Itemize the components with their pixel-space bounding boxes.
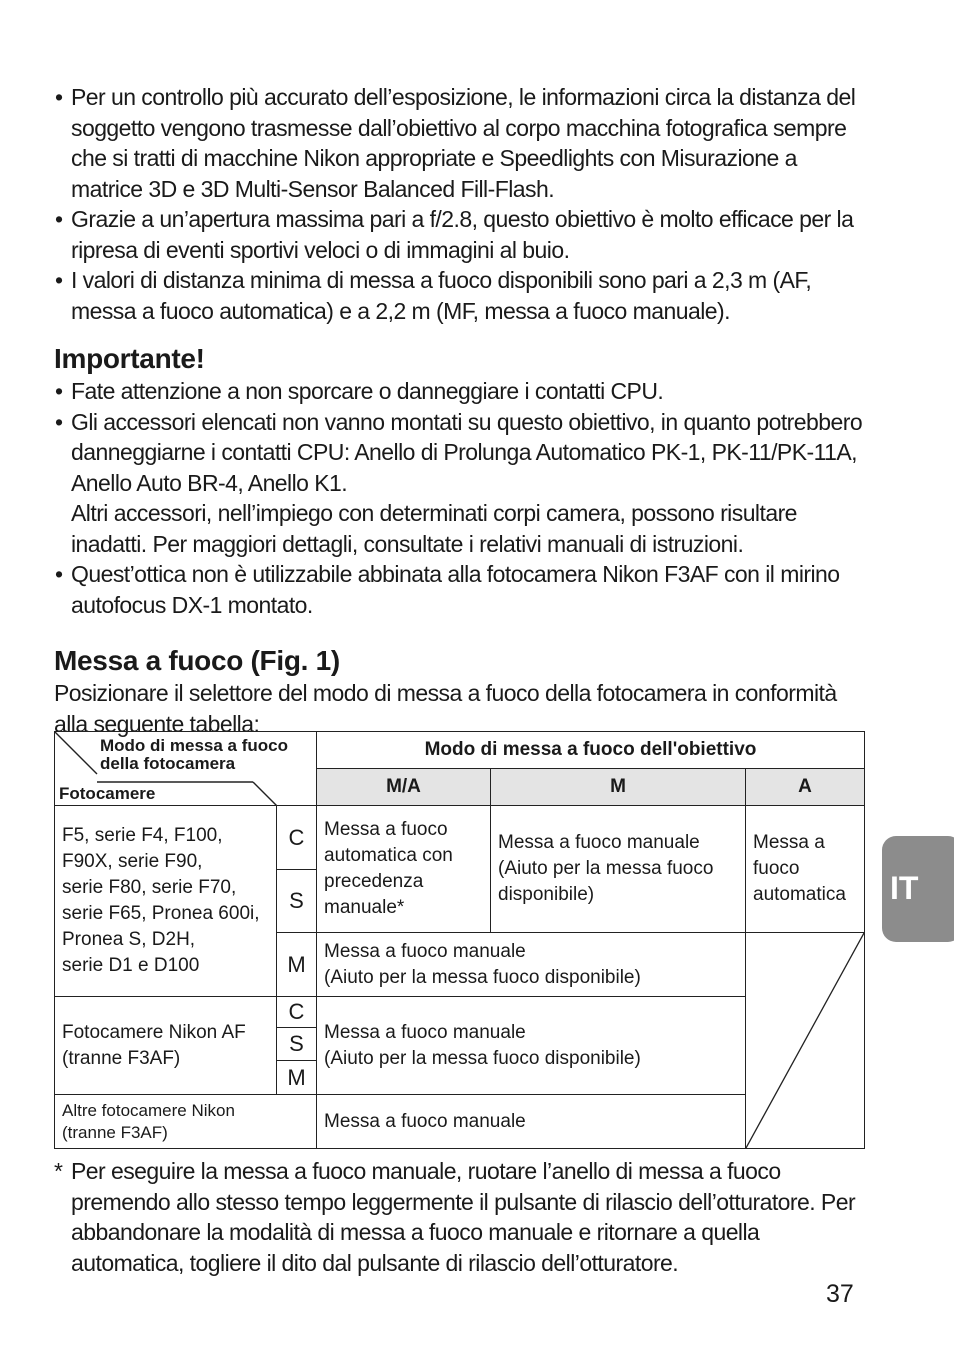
cell-line: (Aiuto per la messa fuoco <box>498 858 714 879</box>
not-applicable-cell <box>746 933 865 1149</box>
cell-line: disponibile) <box>498 884 595 905</box>
camera-mode-label <box>100 737 288 773</box>
cell-line: fuoco <box>753 858 800 879</box>
page-number: 37 <box>826 1280 854 1308</box>
footnote-text: Per eseguire la messa a fuoco manuale, ruotare l’anello di messa a fuoco premendo allo stesso tempo leggermente il pulsante di rilascio dell’otturatore. Per abbandonare la modalità di messa a fuoco manuale e ritornare a quella automatica, togliere il dito dal pulsante di rilascio dell’otturatore. <box>71 1158 856 1276</box>
camera-line: F5, serie F4, F100, <box>62 825 223 846</box>
important-bullet-list <box>54 376 866 620</box>
language-tab-label: IT <box>890 870 919 906</box>
m-cs-cell <box>491 806 746 933</box>
bullet-item: • Grazie a un’apertura massima pari a f/2.8, questo obiettivo è molto efficace per la ripresa di eventi sportivi veloci o di immagini al buio. <box>54 204 866 265</box>
camera-mode-label-line1: Modo di messa a fuoco <box>100 736 288 755</box>
footnote-marker: * <box>54 1158 63 1184</box>
group3-cameras <box>55 1095 317 1149</box>
lens-mode-header: Modo di messa a fuoco dell'obiettivo <box>317 732 865 769</box>
camera-line: serie D1 e D100 <box>62 955 200 976</box>
ma-cs-cell <box>317 806 491 933</box>
mode-m-cell: M <box>277 933 317 997</box>
important-heading: Importante! <box>54 343 205 374</box>
mode-s-cell: S <box>277 870 317 933</box>
mode-c-cell: C <box>277 806 317 870</box>
cell-line: Messa a <box>753 832 825 853</box>
camera-line: F90X, serie F90, <box>62 851 203 872</box>
group2-cameras <box>55 997 277 1095</box>
bullet-item: • Fate attenzione a non sporcare o danneggiare i contatti CPU. <box>54 376 866 407</box>
manual-aid-cell <box>317 933 746 997</box>
a-cs-cell <box>746 806 865 933</box>
focus-intro: Posizionare il selettore del modo di messa a fuoco della fotocamera in conformità alla seguente tabella: <box>54 680 837 737</box>
bullet-item <box>54 407 866 560</box>
manual-only-cell: Messa a fuoco manuale <box>317 1095 746 1149</box>
cell-line: (Aiuto per la messa fuoco disponibile) <box>324 1047 641 1069</box>
camera-line: (tranne F3AF) <box>62 1047 181 1069</box>
intro-bullet-list <box>54 82 866 326</box>
mode-s-cell: S <box>277 1028 317 1061</box>
camera-mode-label-line2: della fotocamera <box>100 754 236 773</box>
cell-line: (Aiuto per la messa fuoco disponibile) <box>324 966 641 988</box>
cell-line: Messa a fuoco <box>324 819 448 840</box>
group1-cameras <box>55 806 277 997</box>
cell-line: Messa a fuoco manuale <box>324 1021 526 1043</box>
language-tab <box>882 836 954 942</box>
camera-line: Pronea S, D2H, <box>62 929 196 950</box>
focus-mode-table <box>54 731 865 1149</box>
focus-heading: Messa a fuoco (Fig. 1) <box>54 645 340 676</box>
mode-m-cell: M <box>277 1061 317 1095</box>
footnote <box>54 1156 874 1278</box>
page-content <box>54 82 866 739</box>
camera-line: Fotocamere Nikon AF <box>62 1021 246 1043</box>
not-applicable-diagonal <box>746 933 864 1148</box>
cell-line: Messa a fuoco manuale <box>324 940 526 962</box>
bullet-item: • Per un controllo più accurato dell’esposizione, le informazioni circa la distanza del soggetto vengono trasmesse dall’obiettivo al corpo macchina fotografica sempre che si tratti di macchine Nikon appropriate e Speedlights con Misurazione a matrice 3D e 3D Multi-Sensor Balanced Fill-Flash. <box>54 82 866 204</box>
bullet-note: Altri accessori, nell’impiego con determinati corpi camera, possono risultare inadatti. Per maggiori dettagli, consultate i relativi manuali di istruzioni. <box>71 500 797 557</box>
col-header-a: A <box>746 769 865 806</box>
camera-line: Altre fotocamere Nikon <box>62 1100 235 1120</box>
cell-line: precedenza <box>324 871 424 892</box>
bullet-item: • I valori di distanza minima di messa a fuoco disponibili sono pari a 2,3 m (AF, messa a fuoco automatica) e a 2,2 m (MF, messa a fuoco manuale). <box>54 265 866 326</box>
camera-line: (tranne F3AF) <box>62 1122 168 1142</box>
col-header-m: M <box>491 769 746 806</box>
manual-aid-cell <box>317 997 746 1095</box>
cell-line: automatica <box>753 884 846 905</box>
camera-line: serie F80, serie F70, <box>62 877 237 898</box>
cell-line: Messa a fuoco manuale <box>498 832 700 853</box>
table-corner-cell <box>55 732 317 806</box>
col-header-ma: M/A <box>317 769 491 806</box>
cell-line: automatica con <box>324 845 453 866</box>
cameras-label: Fotocamere <box>59 784 156 803</box>
bullet-item: • Quest’ottica non è utilizzabile abbinata alla fotocamera Nikon F3AF con il mirino autofocus DX-1 montato. <box>54 559 866 620</box>
cell-line: manuale* <box>324 897 405 918</box>
camera-line: serie F65, Pronea 600i, <box>62 903 260 924</box>
bullet-text: Gli accessori elencati non vanno montati su questo obiettivo, in quanto potrebbero danneggiarne i contatti CPU: Anello di Prolunga Automatico PK-1, PK-11/PK-11A, Anello Auto BR-4, Anello K1. <box>71 408 863 496</box>
mode-c-cell: C <box>277 997 317 1028</box>
